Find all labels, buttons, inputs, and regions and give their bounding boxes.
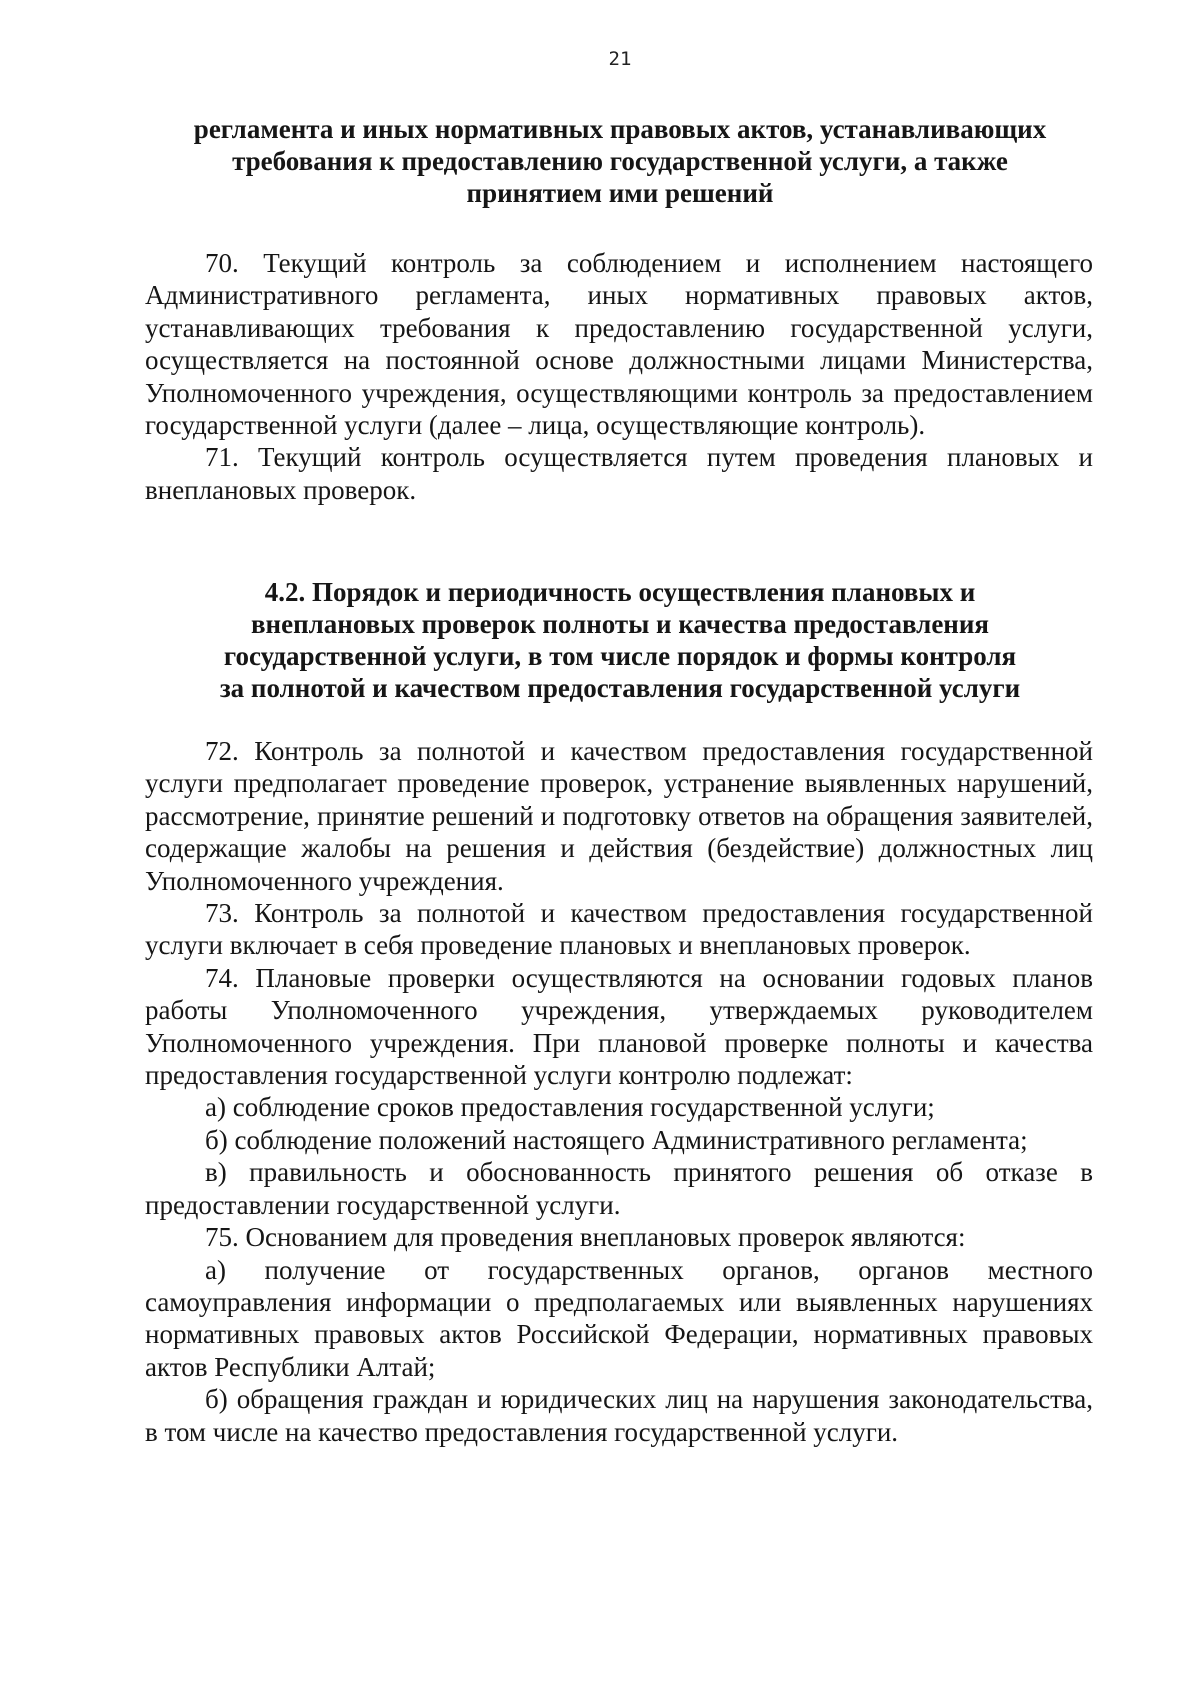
section-heading-continuation (140, 113, 1100, 209)
paragraph-74-a: а) соблюдение сроков предоставления государственной услуги; (205, 1092, 935, 1123)
heading-line: 4.2. Порядок и периодичность осуществления плановых и (264, 577, 976, 607)
paragraph-72: 72. Контроль за полнотой и качеством предоставления государственной услуги предполагает проведение проверок, устранение выявленных нарушений, рассмотрение, принятие решений и подготовку ответов на обращения заявителей, содержащие жалобы на решения и действия (бездействие) должностных лиц Уполномоченного учреждения. (145, 736, 1093, 896)
paragraph-70: 70. Текущий контроль за соблюдением и исполнением настоящего Административного регламента, иных нормативных правовых актов, устанавливающих требования к предоставлению государственной услуги, осуществляется на постоянной основе должностными лицами Министерства, Уполномоченного учреждения, осуществляющими контроль за предоставлением государственной услуги (далее – лица, осуществляющие контроль). (145, 248, 1093, 441)
paragraph-74-b: б) соблюдение положений настоящего Административного регламента; (205, 1124, 1028, 1155)
heading-line: регламента и иных нормативных правовых актов, устанавливающих (193, 114, 1047, 144)
paragraph-75: 75. Основанием для проведения внеплановых проверок являются: (205, 1222, 966, 1253)
paragraph-74-v: в) правильность и обоснованность принятого решения об отказе в предоставлении государственной услуги. (145, 1157, 1093, 1220)
paragraph-71: 71. Текущий контроль осуществляется путем проведения плановых и внеплановых проверок. (145, 442, 1093, 505)
text-block-inspections (145, 735, 1093, 1448)
paragraph-73: 73. Контроль за полнотой и качеством предоставления государственной услуги включает в себя проведение плановых и внеплановых проверок. (145, 898, 1093, 961)
paragraph-75-b: б) обращения граждан и юридических лиц на нарушения законодательства, в том числе на качество предоставления государственной услуги. (145, 1384, 1093, 1447)
text-block-current-control (145, 247, 1093, 506)
heading-line: требования к предоставлению государственной услуги, а также (232, 146, 1008, 176)
section-heading-4-2 (140, 576, 1100, 704)
heading-line: внеплановых проверок полноты и качества предоставления (250, 609, 990, 639)
heading-line: государственной услуги, в том числе порядок и формы контроля (223, 641, 1017, 671)
paragraph-75-a: а) получение от государственных органов, органов местного самоуправления информации о предполагаемых или выявленных нарушениях нормативных правовых актов Российской Федерации, нормативных правовых актов Республики Алтай; (145, 1254, 1093, 1382)
page-number: 21 (608, 48, 632, 70)
heading-line: за полнотой и качеством предоставления государственной услуги (219, 673, 1021, 703)
heading-line: принятием ими решений (466, 178, 774, 208)
paragraph-74: 74. Плановые проверки осуществляются на основании годовых планов работы Уполномоченного учреждения, утверждаемых руководителем Уполномоченного учреждения. При плановой проверке полноты и качества предоставления государственной услуги контролю подлежат: (145, 962, 1093, 1091)
